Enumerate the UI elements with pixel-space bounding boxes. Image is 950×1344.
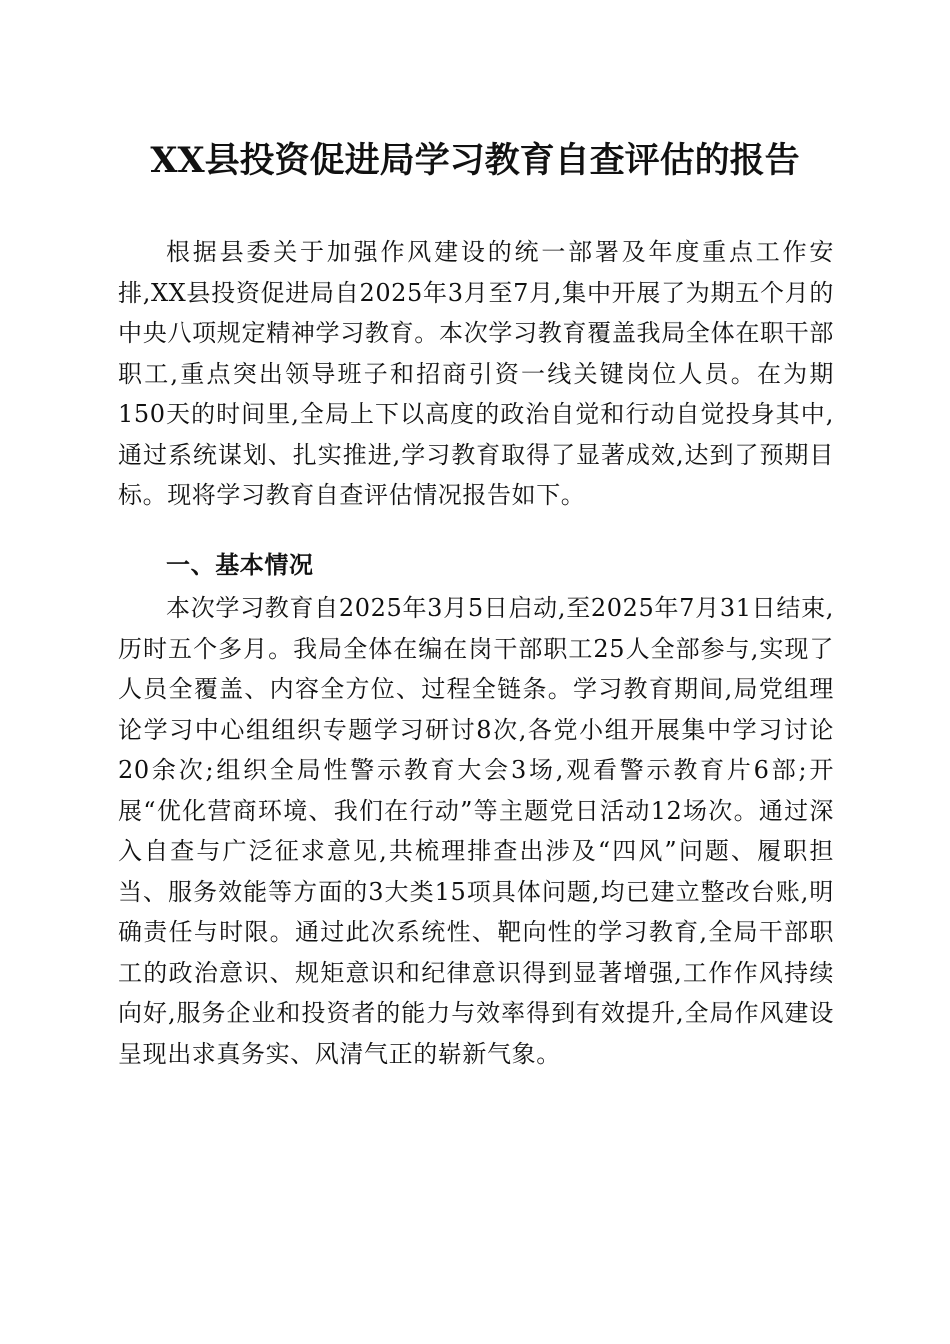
section-paragraph-basic-situation: 本次学习教育自2025年3月5日启动,至2025年7月31日结束,历时五个多月。我局全体在编在岗干部职工25人全部参与,实现了人员全覆盖、内容全方位、过程全链条。学习教育期间,局党组理论学习中心组组织专题学习研讨8次,各党小组开展集中学习讨论20余次;组织全局性警示教育大会3场,观看警示教育片6部;开展“优化营商环境、我们在行动”等主题党日活动12场次。通过深入自查与广泛征求意见,共梳理排查出涉及“四风”问题、履职担当、服务效能等方面的3大类15项具体问题,均已建立整改台账,明确责任与时限。通过此次系统性、靶向性的学习教育,全局干部职工的政治意识、规矩意识和纪律意识得到显著增强,工作作风持续向好,服务企业和投资者的能力与效率得到有效提升,全局作风建设呈现出求真务实、风清气正的崭新气象。 — [118, 594, 834, 1068]
section-heading-basic-situation: 一、基本情况 — [166, 551, 314, 579]
document-title: XX县投资促进局学习教育自查评估的报告 — [150, 140, 800, 181]
intro-paragraph: 根据县委关于加强作风建设的统一部署及年度重点工作安排,XX县投资促进局自2025年3月至7月,集中开展了为期五个月的中央八项规定精神学习教育。本次学习教育覆盖我局全体在职干部职工,重点突出领导班子和招商引资一线关键岗位人员。在为期150天的时间里,全局上下以高度的政治自觉和行动自觉投身其中,通过系统谋划、扎实推进,学习教育取得了显著成效,达到了预期目标。现将学习教育自查评估情况报告如下。 — [118, 238, 834, 509]
